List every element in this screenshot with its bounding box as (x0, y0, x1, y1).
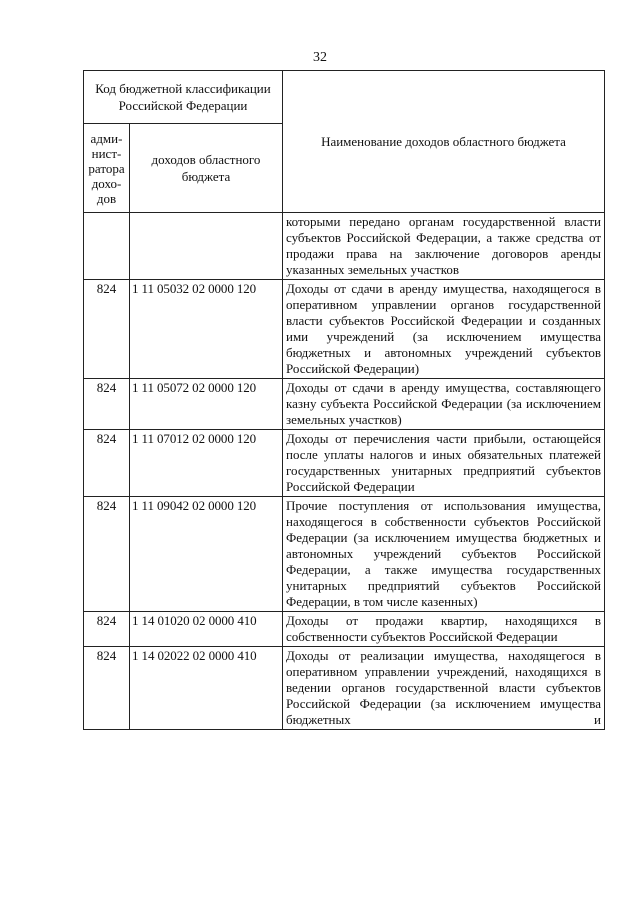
header-income-name: Наименование доходов областного бюджета (283, 71, 605, 213)
table-header-row (84, 71, 605, 124)
budget-code-cell: 1 14 02022 02 0000 410 (130, 647, 283, 730)
budget-classification-table (83, 70, 605, 730)
income-name-cell: Доходы от перечисления части прибыли, остающейся после уплаты налогов и иных обязательных платежей государственных унитарных предприятий субъектов Российской Федерации (283, 430, 605, 497)
budget-code-cell: 1 11 09042 02 0000 120 (130, 497, 283, 612)
income-name-cell: Доходы от продажи квартир, находящихся в собственности субъектов Российской Федерации (283, 612, 605, 647)
budget-code-cell (130, 213, 283, 280)
table-row (84, 213, 605, 280)
table-row (84, 430, 605, 497)
admin-code-cell: 824 (84, 280, 130, 379)
admin-code-cell: 824 (84, 497, 130, 612)
header-administrator: адми-нист-ратора дохо-дов (84, 124, 130, 213)
income-name-cell: которыми передано органам государственной власти субъектов Российской Федерации, а также средства от продажи права на заключение договоров аренды указанных земельных участков (283, 213, 605, 280)
table-row (84, 612, 605, 647)
income-name-cell: Доходы от сдачи в аренду имущества, составляющего казну субъекта Российской Федерации (за исключением земельных участков) (283, 379, 605, 430)
page-number: 32 (313, 50, 327, 65)
income-name-cell: Доходы от реализации имущества, находящегося в оперативном управлении учреждений, находящихся в ведении органов государственной власти субъектов Российской Федерации (за исключением имущества бюджетных и (283, 647, 605, 730)
table-row (84, 280, 605, 379)
budget-code-cell: 1 11 05032 02 0000 120 (130, 280, 283, 379)
income-name-cell: Доходы от сдачи в аренду имущества, находящегося в оперативном управлении органов государственной власти субъектов Российской Федерации и созданных ими учреждений (за исключением имущества бюджетных и автономных учреждений субъектов Российской Федерации) (283, 280, 605, 379)
budget-code-cell: 1 14 01020 02 0000 410 (130, 612, 283, 647)
admin-code-cell: 824 (84, 612, 130, 647)
admin-code-cell: 824 (84, 379, 130, 430)
admin-code-cell (84, 213, 130, 280)
table-row (84, 497, 605, 612)
admin-code-cell: 824 (84, 647, 130, 730)
header-income-code: доходов областного бюджета (130, 124, 283, 213)
header-classification-code: Код бюджетной классификации Российской Федерации (84, 71, 283, 124)
table-row (84, 647, 605, 730)
budget-code-cell: 1 11 05072 02 0000 120 (130, 379, 283, 430)
budget-code-cell: 1 11 07012 02 0000 120 (130, 430, 283, 497)
table-row (84, 379, 605, 430)
admin-code-cell: 824 (84, 430, 130, 497)
income-name-cell: Прочие поступления от использования имущества, находящегося в собственности субъектов Российской Федерации (за исключением имущества бюджетных и автономных учреждений субъектов Российской Федерации, а также имущества государственных унитарных предприятий субъектов Российской Федерации, в том числе казенных) (283, 497, 605, 612)
